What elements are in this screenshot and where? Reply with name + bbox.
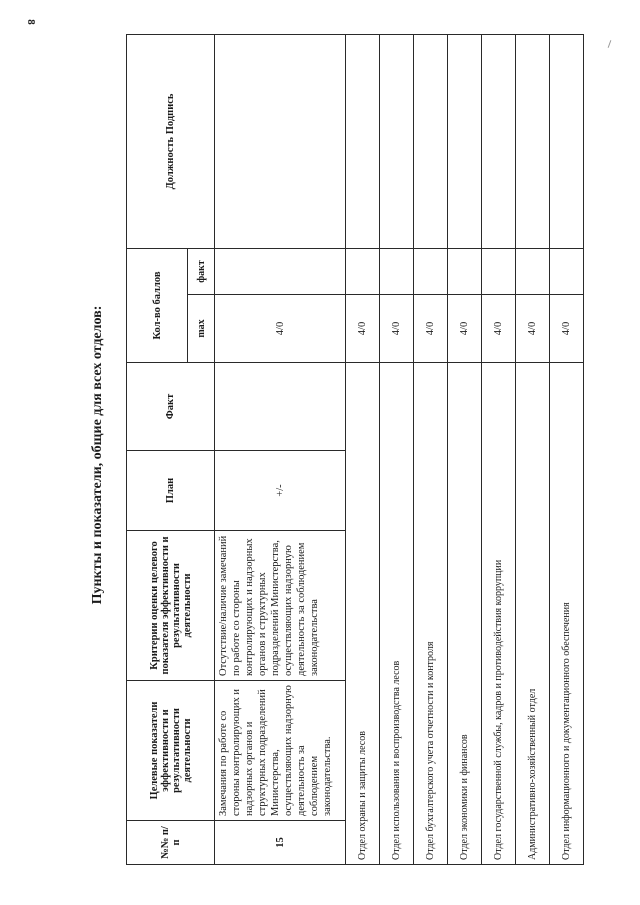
department-max: 4/0	[380, 295, 414, 363]
table-row	[380, 34, 414, 864]
indicators-table	[126, 34, 584, 865]
header-criteria: Критерии оценки целевого показателя эффективности и результативности деятельности	[127, 531, 215, 681]
header-points-fact: факт	[188, 248, 215, 294]
table-row	[414, 34, 448, 864]
department-points-fact	[414, 248, 448, 294]
department-name: Отдел государственной службы, кадров и противодействия коррупции	[482, 363, 516, 865]
main-row-num: 15	[215, 821, 346, 865]
table-row	[482, 34, 516, 864]
department-name: Отдел информационного и документационного обеспечения	[550, 363, 584, 865]
main-row-points-fact	[215, 248, 346, 294]
department-points-fact	[482, 248, 516, 294]
department-max: 4/0	[516, 295, 550, 363]
main-row-indicator: Замечания по работе со стороны контролирующих и надзорных органов и структурных подразделений Министерства, осуществляющих надзорную деятельность за соблюдением законодательства.	[215, 681, 346, 821]
main-row-position	[215, 34, 346, 248]
main-row-plan: +/-	[215, 451, 346, 531]
department-points-fact	[550, 248, 584, 294]
main-row-fact	[215, 363, 346, 451]
department-max: 4/0	[482, 295, 516, 363]
department-points-fact	[380, 248, 414, 294]
header-position: Должность Подпись	[127, 34, 215, 248]
page-number: 8	[24, 19, 37, 25]
department-position	[516, 34, 550, 248]
pen-mark	[608, 40, 612, 48]
rotated-page-content	[90, 25, 590, 885]
table-row	[346, 34, 380, 864]
header-max: max	[188, 295, 215, 363]
department-points-fact	[346, 248, 380, 294]
department-name: Отдел бухгалтерского учета отчетности и контроля	[414, 363, 448, 865]
department-name: Отдел использования и воспроизводства лесов	[380, 363, 414, 865]
department-position	[550, 34, 584, 248]
department-name: Отдел охраны и защиты лесов	[346, 363, 380, 865]
department-max: 4/0	[550, 295, 584, 363]
department-position	[346, 34, 380, 248]
main-row-max: 4/0	[215, 295, 346, 363]
department-max: 4/0	[346, 295, 380, 363]
table-row	[550, 34, 584, 864]
department-position	[448, 34, 482, 248]
header-plan: План	[127, 451, 215, 531]
department-points-fact	[516, 248, 550, 294]
table-row-main	[215, 34, 346, 864]
main-row-criteria: Отсутствие/наличие замечаний по работе со стороны контролирующих и надзорных органов и структурных подразделений Министерства, осуществляющих надзорную деятельность за соблюдением законодательства	[215, 531, 346, 681]
department-max: 4/0	[414, 295, 448, 363]
document-title: Пункты и показатели, общие для всех отделов:	[90, 305, 105, 605]
header-points: Кол-во баллов	[127, 248, 188, 362]
department-name: Отдел экономики и финансов	[448, 363, 482, 865]
header-num: №№ п/п	[127, 821, 215, 865]
department-position	[414, 34, 448, 248]
department-name: Административно-хозяйственный отдел	[516, 363, 550, 865]
header-indicator: Целевые показатели эффективности и результативности деятельности	[127, 681, 215, 821]
table-row	[448, 34, 482, 864]
department-max: 4/0	[448, 295, 482, 363]
table-row	[516, 34, 550, 864]
department-points-fact	[448, 248, 482, 294]
department-position	[380, 34, 414, 248]
table-header-row	[127, 34, 188, 864]
department-position	[482, 34, 516, 248]
header-fact: Факт	[127, 363, 215, 451]
